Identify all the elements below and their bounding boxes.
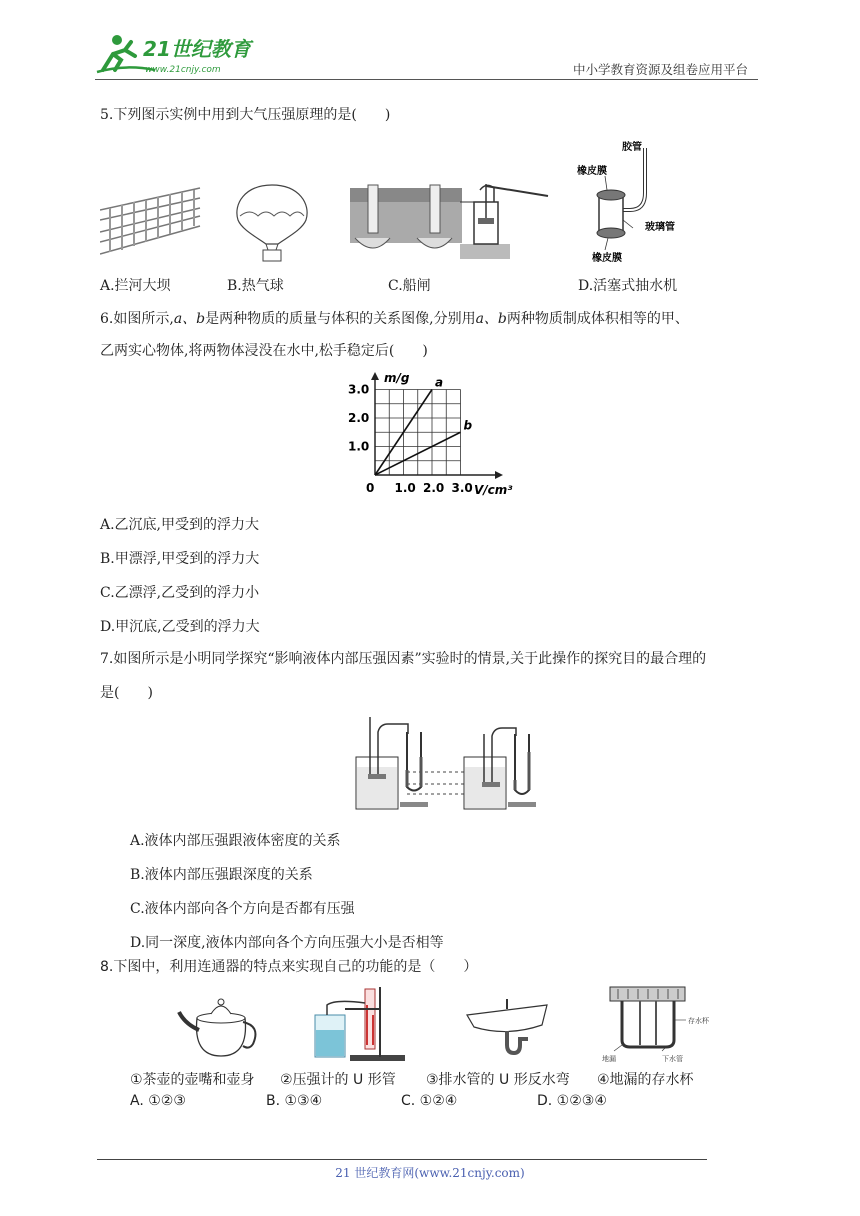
label-glass-tube: 玻璃管 (645, 222, 675, 233)
label-hose: 胶管 (622, 142, 642, 153)
y-tick-label: 3.0 (348, 382, 370, 397)
q6-option-b: B.甲漂浮,甲受到的浮力大 (100, 551, 260, 567)
q8-stem: 8.下图中，利用连通器的特点来实现自己的功能的是（ ） (100, 959, 478, 975)
series-label-a: a (435, 375, 444, 390)
x-tick-label: 3.0 (451, 481, 473, 495)
q8-caption-3: ③排水管的 U 形反水弯 (426, 1072, 570, 1088)
q8-caption-4: ④地漏的存水杯 (597, 1072, 694, 1088)
q7-option-a: A.液体内部压强跟液体密度的关系 (130, 833, 341, 849)
series-label-b: b (463, 418, 473, 433)
dam-image (100, 180, 202, 260)
q7-stem-line1: 7.如图所示是小明同学探究“影响液体内部压强因素”实验时的情景,关于此操作的探究目的最合理的 (100, 651, 707, 667)
manometer-image (305, 985, 410, 1065)
q7-option-b: B.液体内部压强跟深度的关系 (130, 867, 313, 883)
liquid-pressure-experiment-image (352, 712, 552, 812)
x-axis-arrow (495, 471, 503, 479)
y-tick-label: 1.0 (348, 439, 370, 454)
hot-air-balloon-image (230, 182, 315, 262)
teapot-image (175, 990, 270, 1062)
floor-drain-image (600, 985, 725, 1065)
q6-option-c: C.乙漂浮,乙受到的浮力小 (100, 585, 260, 601)
chart-origin-label: 0 (366, 481, 375, 495)
q7-option-d: D.同一深度,液体内部向各个方向压强大小是否相等 (130, 935, 444, 951)
glass-tube-membrane-image (575, 138, 690, 268)
q8-caption-2: ②压强计的 U 形管 (280, 1072, 396, 1088)
runner-logo-icon (95, 30, 275, 78)
logo (95, 30, 275, 78)
chart-grid (375, 390, 461, 476)
x-tick-label: 1.0 (394, 481, 416, 495)
footer-text: 21 世纪教育网(www.21cnjy.com) (335, 1166, 525, 1180)
chart-ylabel: m/g (384, 371, 410, 385)
logo-url: www.21cnjy.com (145, 65, 221, 75)
q5-option-c: C.船闸 (388, 278, 431, 294)
label-storage-cup: 存水杯 (688, 1017, 709, 1025)
drain-pipe-image (462, 995, 557, 1065)
q7-stem-line2: 是( ) (100, 685, 153, 701)
x-tick-label: 2.0 (423, 481, 445, 495)
label-membrane-top: 橡皮膜 (577, 166, 607, 177)
label-membrane-bottom: 橡皮膜 (592, 253, 622, 264)
chart-ticks (348, 383, 473, 496)
piston-pump-image (460, 182, 550, 262)
mass-volume-chart (340, 370, 520, 500)
q5-stem: 5.下列图示实例中用到大气压强原理的是( ) (100, 107, 391, 123)
q8-option-b: B. ①③④ (266, 1093, 323, 1109)
q5-option-b: B.热气球 (227, 278, 284, 294)
logo-text: 21世纪教育 (143, 37, 251, 61)
q5-option-a: A.拦河大坝 (100, 278, 171, 294)
platform-title: 中小学教育资源及组卷应用平台 (573, 62, 749, 77)
label-floor-drain: 地漏 (602, 1055, 616, 1063)
q8-caption-1: ①茶壶的壶嘴和壶身 (130, 1072, 255, 1088)
q8-option-d: D. ①②③④ (537, 1093, 607, 1109)
q5-option-d: D.活塞式抽水机 (578, 278, 678, 294)
y-axis-arrow (371, 372, 379, 380)
q6-stem-line1: 6.如图所示,a、b是两种物质的质量与体积的关系图像,分别用a、b两种物质制成体积相等的甲、 (100, 311, 689, 327)
q8-option-c: C. ①②④ (401, 1093, 458, 1109)
footer-divider (97, 1159, 707, 1160)
q6-stem-line2: 乙两实心物体,将两物体浸没在水中,松手稳定后( ) (100, 343, 428, 359)
label-sewer-pipe: 下水管 (662, 1055, 683, 1063)
ship-lock-image (350, 183, 462, 258)
q6-option-d: D.甲沉底,乙受到的浮力大 (100, 619, 260, 635)
q7-option-c: C.液体内部向各个方向是否都有压强 (130, 901, 355, 917)
header-divider (95, 79, 758, 80)
q6-option-a: A.乙沉底,甲受到的浮力大 (100, 517, 260, 533)
y-tick-label: 2.0 (348, 411, 370, 425)
chart-xlabel: V/cm³ (474, 483, 513, 497)
q8-option-a: A. ①②③ (130, 1093, 186, 1109)
